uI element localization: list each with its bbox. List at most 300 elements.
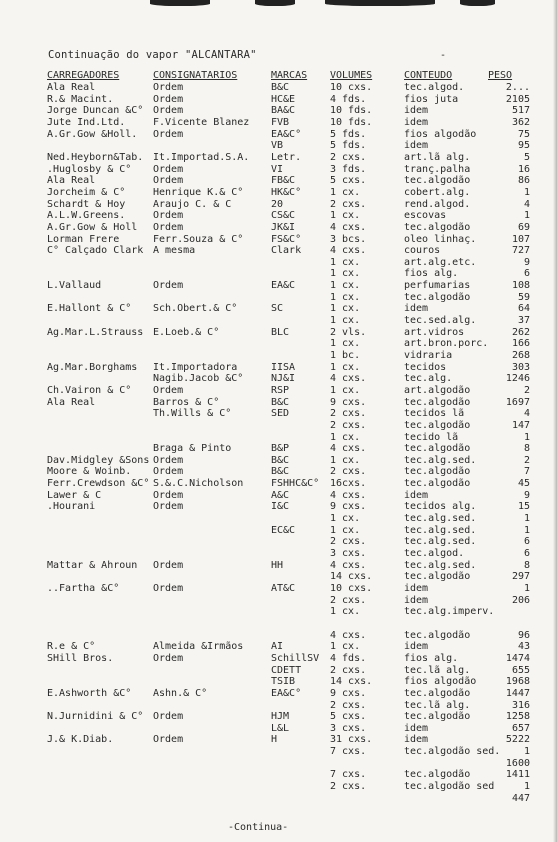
- cell-consignatario: Ordem: [153, 466, 184, 478]
- cell-peso: 1: [523, 210, 530, 222]
- cell-conteudo: fios juta: [404, 93, 459, 105]
- cell-conteudo: tec.alg.sed.: [404, 513, 477, 524]
- cell-conteudo: tecido lã: [404, 431, 459, 443]
- cell-peso: 4: [523, 408, 530, 420]
- table-row: [0, 315, 557, 326]
- cell-peso: 2105: [505, 93, 530, 105]
- cell-volume: 5 cxs.: [330, 711, 367, 723]
- cell-peso: 1: [523, 583, 530, 594]
- cell-peso: 206: [511, 594, 530, 606]
- cell-marca: HH: [271, 559, 284, 571]
- table-row: [0, 513, 557, 524]
- cell-marca: CS&C: [271, 210, 296, 222]
- cell-volume: 9 cxs.: [330, 501, 367, 513]
- table-row: [0, 769, 557, 780]
- table-row: [0, 571, 557, 582]
- cell-peso: 1474: [505, 652, 530, 664]
- cell-consignatario: Ordem: [153, 711, 184, 723]
- cell-consignatario: It.Importadora: [153, 361, 238, 373]
- cell-carregador: A.L.W.Greens.: [47, 210, 126, 222]
- cell-volume: 1 cx.: [330, 303, 361, 315]
- cell-carregador: .Huglosby & C°: [47, 163, 132, 175]
- table-row: [0, 432, 557, 443]
- cell-volume: 1 cx.: [330, 210, 361, 222]
- cell-conteudo: oleo linhaç.: [404, 233, 477, 245]
- cell-carregador: Moore & Woinb.: [47, 466, 132, 478]
- cell-peso: 166: [511, 338, 530, 350]
- cell-consignatario: Ordem: [153, 175, 184, 187]
- cell-consignatario: Nagib.Jacob &C°: [153, 373, 244, 385]
- table-row: [0, 82, 557, 93]
- cell-marca: L&L: [271, 722, 290, 734]
- cell-peso: 69: [517, 221, 530, 233]
- cell-volume: 2 cxs.: [330, 198, 367, 210]
- cell-peso: 1447: [505, 687, 530, 699]
- cell-marca: SC: [271, 303, 284, 315]
- cell-volume: 10 cxs.: [330, 82, 373, 93]
- cell-volume: 4 fds.: [330, 93, 367, 105]
- cell-volume: 10 cxs.: [330, 583, 373, 594]
- cell-carregador: R.& Macint.: [47, 93, 114, 105]
- cell-marca: TSIB: [271, 676, 296, 688]
- cell-conteudo: art.lã alg.: [404, 151, 471, 163]
- cell-volume: 10 fds.: [330, 105, 373, 117]
- table-row: [0, 117, 557, 128]
- table-row: [0, 210, 557, 221]
- table-row: [0, 338, 557, 349]
- cell-peso: 517: [511, 105, 530, 117]
- cell-carregador: Jorcheim & C°: [47, 186, 126, 198]
- cell-consignatario: Ordem: [153, 489, 184, 501]
- cell-volume: 1 cx.: [330, 524, 361, 536]
- cell-consignatario: Ordem: [153, 734, 184, 746]
- cell-consignatario: Ordem: [153, 163, 184, 175]
- cell-marca: HJM: [271, 711, 290, 723]
- cell-consignatario: Ordem: [153, 559, 184, 571]
- table-row: [0, 94, 557, 105]
- cell-volume: 2 cxs.: [330, 419, 367, 431]
- cell-consignatario: Araujo C. & C: [153, 198, 232, 210]
- table-row: [0, 420, 557, 431]
- cell-volume: 3 cxs.: [330, 722, 367, 734]
- cell-marca: SchillSV: [271, 652, 320, 664]
- cell-consignatario: Ordem: [153, 384, 184, 396]
- cell-volume: 10 fds.: [330, 117, 373, 128]
- cell-peso: 9: [523, 489, 530, 501]
- cell-peso: 727: [511, 245, 530, 257]
- table-row: [0, 723, 557, 734]
- cell-peso: 447: [511, 792, 530, 804]
- cell-volume: 3 fds.: [330, 163, 367, 175]
- cell-marca: HK&C°: [271, 186, 302, 198]
- cell-consignatario: Ordem: [153, 105, 184, 117]
- table-row: [0, 501, 557, 512]
- cell-volume: 4 cxs.: [330, 373, 367, 385]
- cell-peso: 45: [517, 478, 530, 490]
- cell-peso: 1258: [505, 711, 530, 723]
- cell-carregador: Dav.Midgley &Sons: [47, 454, 150, 466]
- cell-peso: 4: [523, 198, 530, 210]
- cell-peso: 75: [517, 128, 530, 140]
- cell-marca: AI: [271, 641, 284, 653]
- cell-conteudo: idem: [404, 140, 429, 152]
- cell-volume: 5 cxs.: [330, 175, 367, 187]
- cell-volume: 9 cxs.: [330, 396, 367, 408]
- table-row: [0, 303, 557, 314]
- scan-mark: [325, 0, 435, 6]
- cell-conteudo: tecidos: [404, 361, 447, 373]
- cell-volume: 1 cx.: [330, 280, 361, 292]
- cell-volume: 4 cxs.: [330, 559, 367, 571]
- cell-volume: 31 cxs.: [330, 734, 373, 746]
- header-volumes: VOLUMES: [330, 70, 373, 81]
- cell-volume: 4 cxs.: [330, 489, 367, 501]
- cell-consignatario: Ferr.Souza & C°: [153, 233, 244, 245]
- cell-consignatario: E.Loeb.& C°: [153, 326, 220, 338]
- cell-marca: RSP: [271, 384, 290, 396]
- cell-marca: FVB: [271, 117, 290, 128]
- cell-peso: 316: [511, 699, 530, 711]
- cell-carregador: N.Jurnidini & C°: [47, 711, 144, 723]
- cell-conteudo: idem: [404, 303, 429, 315]
- cell-peso: 86: [517, 175, 530, 187]
- cell-volume: 1 cx.: [330, 268, 361, 280]
- cell-marca: IISA: [271, 361, 296, 373]
- cell-carregador: L.Vallaud: [47, 280, 102, 292]
- cell-volume: 1 cx.: [330, 513, 361, 524]
- cell-peso: 1: [523, 781, 530, 792]
- cell-peso: 16: [517, 163, 530, 175]
- cell-carregador: Ag.Mar.Borghams: [47, 361, 138, 373]
- cell-marca: JK&I: [271, 221, 296, 233]
- cell-conteudo: tec.sed.alg.: [404, 315, 477, 326]
- cell-conteudo: idem: [404, 734, 429, 746]
- cell-consignatario: S.&.C.Nicholson: [153, 478, 244, 490]
- cell-volume: 1 cx.: [330, 606, 361, 618]
- cell-conteudo: tecidos lã: [404, 408, 465, 420]
- cell-volume: 16cxs.: [330, 478, 367, 490]
- cell-carregador: Ch.Vairon & C°: [47, 384, 132, 396]
- cell-peso: 43: [517, 641, 530, 653]
- cell-volume: 2 cxs.: [330, 699, 367, 711]
- table-row: [0, 665, 557, 676]
- table-row: [0, 630, 557, 641]
- table-row: [0, 711, 557, 722]
- cell-conteudo: tecidos alg.: [404, 501, 477, 513]
- cell-conteudo: idem: [404, 722, 429, 734]
- cell-consignatario: Almeida &Irmãos: [153, 641, 244, 653]
- cell-marca: CDETT: [271, 664, 302, 676]
- cell-consignatario: It.Importad.S.A.: [153, 151, 250, 163]
- cell-marca: B&C: [271, 454, 290, 466]
- cell-peso: 9: [523, 256, 530, 268]
- cell-peso: 1: [523, 431, 530, 443]
- cell-volume: 3 cxs.: [330, 548, 367, 559]
- cell-peso: 1: [523, 513, 530, 524]
- cell-peso: 1: [523, 186, 530, 198]
- cell-marca: FS&C°: [271, 233, 302, 245]
- cell-peso: 2: [523, 454, 530, 466]
- cell-marca: A&C: [271, 489, 290, 501]
- page-title: Continuação do vapor "ALCANTARA": [48, 49, 257, 61]
- cell-volume: 1 cx.: [330, 315, 361, 326]
- table-row: [0, 175, 557, 186]
- cell-carregador: J.& K.Diab.: [47, 734, 114, 746]
- cell-conteudo: tec.algod.: [404, 548, 465, 559]
- cell-volume: 1 cx.: [330, 454, 361, 466]
- cell-volume: 2 cxs.: [330, 408, 367, 420]
- cell-marca: B&C: [271, 466, 290, 478]
- cell-peso: 7: [523, 466, 530, 478]
- cell-peso: 107: [511, 233, 530, 245]
- table-row: [0, 490, 557, 501]
- table-row: [0, 268, 557, 279]
- scan-mark: [460, 0, 495, 6]
- cell-peso: 5222: [505, 734, 530, 746]
- table-row: [0, 327, 557, 338]
- cell-peso: 1968: [505, 676, 530, 688]
- cell-peso: 6: [523, 536, 530, 548]
- cell-consignatario: Ordem: [153, 652, 184, 664]
- footer-continua: -Continua-: [228, 822, 289, 833]
- cell-carregador: Ag.Mar.L.Strauss: [47, 326, 144, 338]
- table-row: [0, 164, 557, 175]
- cell-conteudo: fios algodão: [404, 676, 477, 688]
- table-row: [0, 478, 557, 489]
- cell-peso: 262: [511, 326, 530, 338]
- cell-carregador: SHill Bros.: [47, 652, 114, 664]
- header-carregadores: CARREGADORES: [47, 70, 120, 81]
- cell-conteudo: idem: [404, 583, 429, 594]
- table-row: [0, 385, 557, 396]
- cell-peso: 96: [517, 629, 530, 641]
- cell-marca: AT&C: [271, 583, 296, 594]
- cell-conteudo: tec.alg.sed.: [404, 559, 477, 571]
- cell-conteudo: tec.algodão: [404, 443, 471, 455]
- cell-marca: FSHHC&C°: [271, 478, 320, 490]
- cell-peso: 6: [523, 268, 530, 280]
- cell-conteudo: tec.algodão sed.: [404, 746, 501, 758]
- cell-peso: 15: [517, 501, 530, 513]
- cell-marca: FB&C: [271, 175, 296, 187]
- cell-peso: 1697: [505, 396, 530, 408]
- cell-marca: EA&C°: [271, 128, 302, 140]
- table-row: [0, 105, 557, 116]
- cell-volume: 7 cxs.: [330, 746, 367, 758]
- cell-volume: 1 cx.: [330, 384, 361, 396]
- cell-conteudo: rend.algod.: [404, 198, 471, 210]
- cell-carregador: Jute Ind.Ltd.: [47, 117, 126, 128]
- cell-conteudo: tec.algodão: [404, 478, 471, 490]
- cell-marca: HC&E: [271, 93, 296, 105]
- table-row: [0, 397, 557, 408]
- cell-conteudo: fios alg.: [404, 652, 459, 664]
- cell-consignatario: Ordem: [153, 583, 184, 594]
- cell-peso: 1: [523, 524, 530, 536]
- cell-volume: 4 cxs.: [330, 629, 367, 641]
- cell-consignatario: Ordem: [153, 221, 184, 233]
- cell-peso: 2...: [505, 82, 530, 93]
- cell-marca: EA&C: [271, 280, 296, 292]
- cell-consignatario: A mesma: [153, 245, 196, 257]
- cell-conteudo: tec.algodão: [404, 769, 471, 781]
- cell-volume: 2 cxs.: [330, 781, 367, 792]
- cell-consignatario: Th.Wills & C°: [153, 408, 232, 420]
- cell-conteudo: fios alg.: [404, 268, 459, 280]
- cell-carregador: E.Hallont & C°: [47, 303, 132, 315]
- cell-peso: 268: [511, 349, 530, 361]
- table-row: [0, 187, 557, 198]
- table-row: [0, 234, 557, 245]
- cell-volume: 7 cxs.: [330, 769, 367, 781]
- cell-volume: 1 cx.: [330, 338, 361, 350]
- table-row: [0, 525, 557, 536]
- cell-conteudo: vidraria: [404, 349, 453, 361]
- cell-conteudo: tec.alg.imperv.: [404, 606, 495, 618]
- cell-carregador: C° Calçado Clark: [47, 245, 144, 257]
- table-row: [0, 758, 557, 769]
- table-row: [0, 199, 557, 210]
- cell-carregador: E.Ashworth &C°: [47, 687, 132, 699]
- table-row: [0, 688, 557, 699]
- cell-consignatario: Henrique K.& C°: [153, 186, 244, 198]
- cell-carregador: .Hourani: [47, 501, 96, 513]
- table-row: [0, 560, 557, 571]
- cell-consignatario: F.Vicente Blanez: [153, 117, 250, 128]
- cell-conteudo: tec.lã alg.: [404, 664, 471, 676]
- table-row: [0, 257, 557, 268]
- cell-peso: 2: [523, 384, 530, 396]
- cell-volume: 2 cxs.: [330, 466, 367, 478]
- cell-conteudo: fios algodão: [404, 128, 477, 140]
- cell-volume: 1 cx.: [330, 641, 361, 653]
- cell-volume: 1 cx.: [330, 431, 361, 443]
- cell-consignatario: Ordem: [153, 93, 184, 105]
- cell-carregador: Mattar & Ahroun: [47, 559, 138, 571]
- cell-volume: 4 cxs.: [330, 245, 367, 257]
- table-row: [0, 653, 557, 664]
- table-row: [0, 408, 557, 419]
- cell-volume: 5 fds.: [330, 128, 367, 140]
- table-row: [0, 362, 557, 373]
- cell-consignatario: Ordem: [153, 454, 184, 466]
- cell-conteudo: idem: [404, 641, 429, 653]
- cell-conteudo: tec.alg.sed.: [404, 454, 477, 466]
- cell-volume: 14 cxs.: [330, 676, 373, 688]
- cell-consignatario: Ordem: [153, 210, 184, 222]
- table-row: [0, 781, 557, 792]
- cell-conteudo: cobert.alg.: [404, 186, 471, 198]
- cell-conteudo: tec.algodão: [404, 711, 471, 723]
- cell-peso: 5: [523, 151, 530, 163]
- cell-peso: 95: [517, 140, 530, 152]
- cell-peso: 655: [511, 664, 530, 676]
- table-row: [0, 746, 557, 757]
- cell-conteudo: art.bron.porc.: [404, 338, 489, 350]
- cell-carregador: Jorge Duncan &C°: [47, 105, 144, 117]
- cell-conteudo: tec.algodão sed: [404, 781, 495, 792]
- cell-peso: 59: [517, 291, 530, 303]
- cell-conteudo: tec.lã alg.: [404, 699, 471, 711]
- table-row: [0, 443, 557, 454]
- table-row: [0, 140, 557, 151]
- cell-peso: 8: [523, 443, 530, 455]
- table-row: [0, 548, 557, 559]
- cell-carregador: Lorman Frere: [47, 233, 120, 245]
- cell-marca: BA&C: [271, 105, 296, 117]
- table-row: [0, 292, 557, 303]
- table-row: [0, 641, 557, 652]
- cell-carregador: Ala Real: [47, 175, 96, 187]
- cell-conteudo: art.alg.etc.: [404, 256, 477, 268]
- cell-carregador: A.Gr.Gow &Holl.: [47, 128, 138, 140]
- table-row: [0, 700, 557, 711]
- cell-conteudo: tec.algodão: [404, 419, 471, 431]
- cell-volume: 1 cx.: [330, 291, 361, 303]
- cell-consignatario: Ordem: [153, 128, 184, 140]
- cell-carregador: Ala Real: [47, 82, 96, 93]
- cell-conteudo: tec.algodão: [404, 629, 471, 641]
- cell-volume: 2 cxs.: [330, 664, 367, 676]
- cell-carregador: Lawer & C: [47, 489, 102, 501]
- cell-marca: B&P: [271, 443, 290, 455]
- table-row: [0, 222, 557, 233]
- cell-volume: 2 cxs.: [330, 536, 367, 548]
- cell-conteudo: tranç.palha: [404, 163, 471, 175]
- table-row: [0, 129, 557, 140]
- header-consignatarios: CONSIGNATARIOS: [153, 70, 238, 81]
- cell-peso: 303: [511, 361, 530, 373]
- cell-marca: I&C: [271, 501, 290, 513]
- table-row: [0, 350, 557, 361]
- cell-volume: 4 cxs.: [330, 221, 367, 233]
- cell-peso: 657: [511, 722, 530, 734]
- table-row: [0, 793, 557, 804]
- table-row: [0, 606, 557, 617]
- table-row: [0, 373, 557, 384]
- cell-peso: 64: [517, 303, 530, 315]
- cell-peso: 1411: [505, 769, 530, 781]
- header-marcas: MARCAS: [271, 70, 308, 81]
- cell-volume: 5 fds.: [330, 140, 367, 152]
- cell-peso: 1246: [505, 373, 530, 385]
- cell-conteudo: tec.algodão: [404, 687, 471, 699]
- scan-mark: [150, 0, 210, 6]
- cell-peso: 362: [511, 117, 530, 128]
- cell-conteudo: tec.algod.: [404, 82, 465, 93]
- cell-marca: B&C: [271, 82, 290, 93]
- table-row: [0, 152, 557, 163]
- cell-conteudo: tec.alg.sed.: [404, 536, 477, 548]
- cell-conteudo: art.algodão: [404, 384, 471, 396]
- cell-conteudo: perfumarias: [404, 280, 471, 292]
- cell-peso: 297: [511, 571, 530, 583]
- cell-volume: 3 bcs.: [330, 233, 367, 245]
- table-row: [0, 466, 557, 477]
- cell-conteudo: tec.algodão: [404, 175, 471, 187]
- cell-peso: 1600: [505, 757, 530, 769]
- cell-volume: 1 bc.: [330, 349, 361, 361]
- cell-marca: H: [271, 734, 278, 746]
- cell-consignatario: Braga & Pinto: [153, 443, 232, 455]
- cell-conteudo: idem: [404, 105, 429, 117]
- table-row: [0, 455, 557, 466]
- cell-marca: EA&C°: [271, 687, 302, 699]
- cell-marca: Letr.: [271, 151, 302, 163]
- cell-conteudo: tec.algodão: [404, 221, 471, 233]
- cell-conteudo: idem: [404, 489, 429, 501]
- cell-carregador: Ned.Heyborn&Tab.: [47, 151, 144, 163]
